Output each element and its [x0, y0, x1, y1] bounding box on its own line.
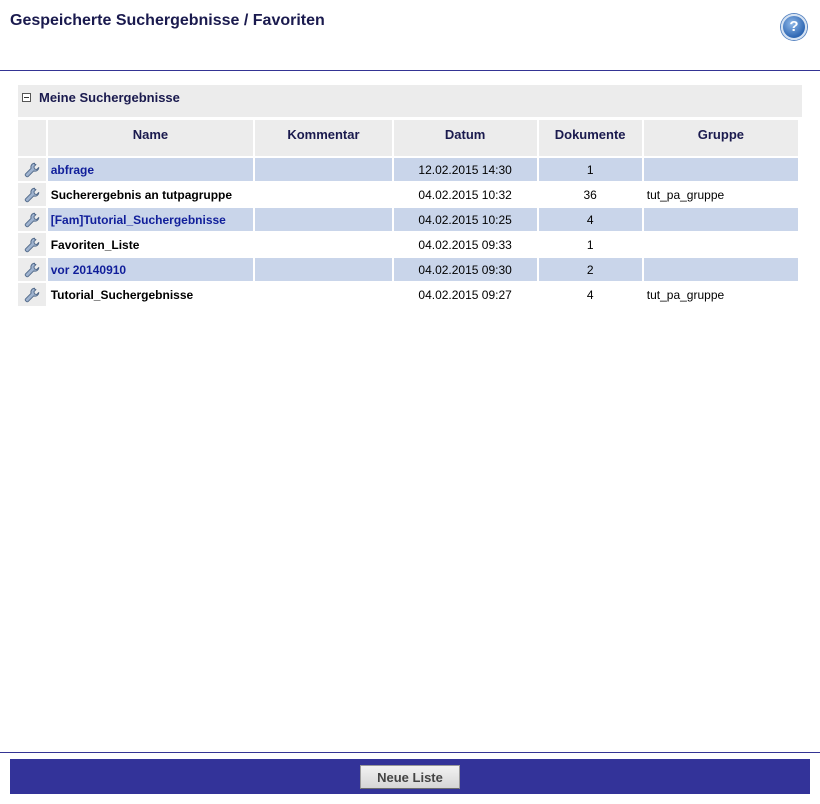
row-datum: 12.02.2015 14:30: [394, 158, 537, 181]
new-list-button[interactable]: Neue Liste: [360, 765, 460, 789]
results-table: [16, 118, 800, 308]
row-datum: 04.02.2015 09:30: [394, 258, 537, 281]
table-row[interactable]: [18, 258, 798, 281]
row-kommentar: [255, 233, 391, 256]
section-title: Meine Suchergebnisse: [39, 90, 180, 105]
row-name[interactable]: Tutorial_Suchergebnisse: [50, 287, 194, 302]
row-tools[interactable]: [18, 208, 46, 231]
row-name[interactable]: Sucherergebnis an tutpagruppe: [50, 187, 233, 202]
row-dokumente: 1: [539, 158, 642, 181]
row-name[interactable]: abfrage: [48, 158, 254, 181]
wrench-icon[interactable]: [24, 162, 40, 178]
row-dokumente: 36: [583, 187, 597, 202]
row-tools[interactable]: [18, 158, 46, 181]
table-row[interactable]: [18, 233, 798, 256]
row-tools[interactable]: [18, 183, 46, 206]
collapse-icon[interactable]: [22, 93, 31, 102]
wrench-icon[interactable]: [24, 212, 40, 228]
row-gruppe: tut_pa_gruppe: [646, 287, 725, 302]
row-gruppe: [644, 258, 798, 281]
column-header-tools: [18, 120, 46, 156]
row-datum: 04.02.2015 09:27: [418, 287, 512, 302]
table-header-row: [18, 120, 798, 156]
row-gruppe: tut_pa_gruppe: [646, 187, 725, 202]
row-dokumente: 4: [586, 287, 594, 302]
table-row[interactable]: [18, 208, 798, 231]
wrench-icon[interactable]: [24, 187, 40, 203]
footer-bar: [10, 759, 810, 794]
wrench-icon[interactable]: [24, 262, 40, 278]
row-tools[interactable]: [18, 233, 46, 256]
row-dokumente: 2: [539, 258, 642, 281]
row-tools[interactable]: [18, 283, 46, 306]
section-header: [18, 85, 802, 117]
column-header-gruppe[interactable]: Gruppe: [644, 120, 798, 156]
column-header-dokumente[interactable]: Dokumente: [539, 120, 642, 156]
column-header-name[interactable]: Name: [48, 120, 254, 156]
row-gruppe: [644, 158, 798, 181]
row-kommentar: [255, 183, 391, 206]
footer-divider: [0, 752, 820, 753]
table-row[interactable]: [18, 158, 798, 181]
row-name[interactable]: vor 20140910: [48, 258, 254, 281]
row-kommentar: [255, 283, 391, 306]
column-header-datum[interactable]: Datum: [394, 120, 537, 156]
wrench-icon[interactable]: [24, 237, 40, 253]
row-datum: 04.02.2015 10:32: [418, 187, 512, 202]
row-kommentar: [255, 258, 391, 281]
row-name[interactable]: Favoriten_Liste: [50, 237, 140, 252]
row-datum: 04.02.2015 09:33: [418, 237, 512, 252]
row-dokumente: 1: [586, 237, 594, 252]
row-tools[interactable]: [18, 258, 46, 281]
help-icon[interactable]: ?: [781, 14, 807, 40]
table-row[interactable]: [18, 183, 798, 206]
row-kommentar: [255, 208, 391, 231]
row-datum: 04.02.2015 10:25: [394, 208, 537, 231]
row-dokumente: 4: [539, 208, 642, 231]
row-gruppe: [644, 208, 798, 231]
row-kommentar: [255, 158, 391, 181]
row-gruppe: [644, 233, 798, 256]
row-name[interactable]: [Fam]Tutorial_Suchergebnisse: [48, 208, 254, 231]
page-title: Gespeicherte Suchergebnisse / Favoriten: [10, 12, 325, 29]
wrench-icon[interactable]: [24, 287, 40, 303]
column-header-kommentar[interactable]: Kommentar: [255, 120, 391, 156]
header-divider: [0, 70, 820, 71]
table-row[interactable]: [18, 283, 798, 306]
